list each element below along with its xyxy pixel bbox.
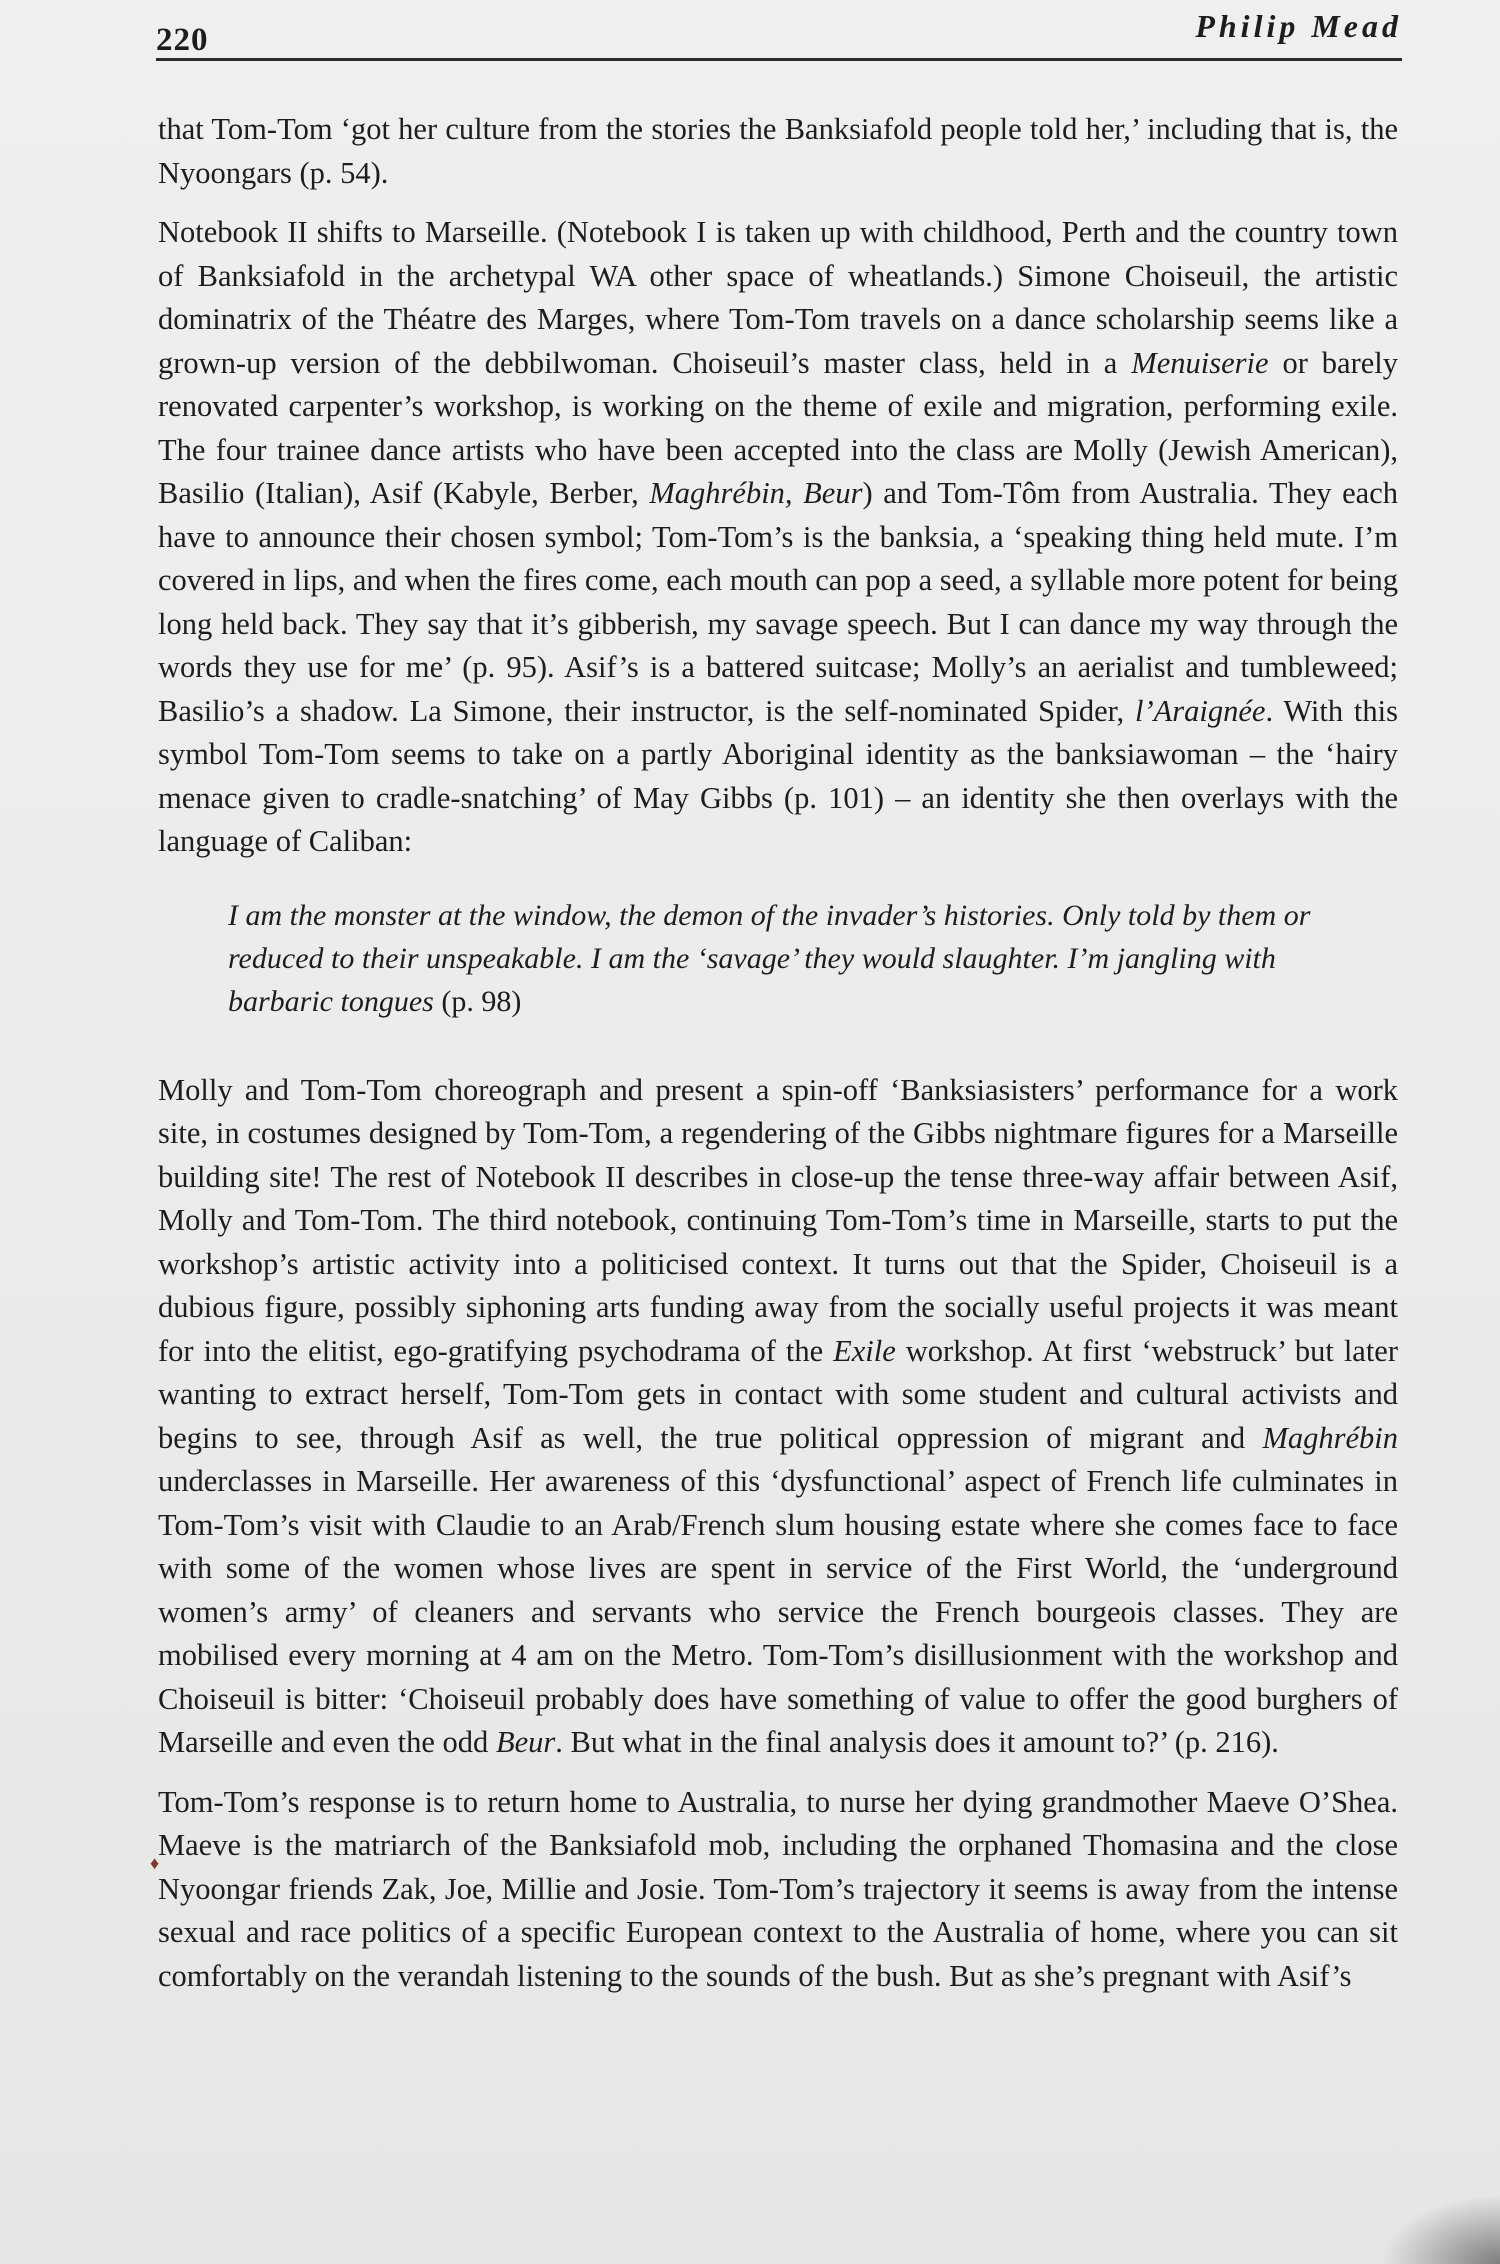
- italic-term: Exile: [833, 1333, 896, 1368]
- paragraph-3: Molly and Tom-Tom choreograph and present a spin-off ‘Banksiasisters’ performance for a work site, in costumes designed by Tom-Tom, a regendering of the Gibbs nightmare figures for a Marseille building site! The rest of Notebook II describes in close-up the tense three-way affair between Asif, Molly and Tom-Tom. The third notebook, continuing Tom-Tom’s time in Marseille, starts to put the workshop’s artistic activity into a politicised context. It turns out that the Spider, Choiseuil is a dubious figure, possibly siphoning arts funding away from the socially useful projects it was meant for into the elitist, ego-gratifying psychodrama of the Exile workshop. At first ‘webstruck’ but later wanting to extract herself, Tom-Tom gets in contact with some student and cultural activists and begins to see, through Asif as well, the true political oppression of migrant and Maghrébin underclasses in Marseille. Her awareness of this ‘dysfunctional’ aspect of French life culminates in Tom-Tom’s visit with Claudie to an Arab/French slum housing estate where she comes face to face with some of the women whose lives are spent in service of the First World, the ‘underground women’s army’ of cleaners and servants who service the French bourgeois classes. They are mobilised every morning at 4 am on the Metro. Tom-Tom’s disillusionment with the workshop and Choiseuil is bitter: ‘Choiseuil probably does have something of value to offer the good burghers of Marseille and even the odd Beur. But what in the final analysis does it amount to?’ (p. 216).: [158, 1072, 1399, 1759]
- quotation-citation: (p. 98): [433, 984, 522, 1018]
- paragraph-4: Tom-Tom’s response is to return home to Australia, to nurse her dying grandmother Maeve O’Shea. Maeve is the matriarch of the Banksiafold mob, including the orphaned Thomasina and the close Nyoongar friends Zak, Joe, Millie and Josie. Tom-Tom’s trajectory it seems is away from the intense sexual and race politics of a specific European context to the Australia of home, where you can sit comfortably on the verandah listening to the sounds of the bush. But as she’s pregnant with Asif’s: [158, 1784, 1398, 1993]
- corner-shadow: [1380, 2194, 1500, 2264]
- paragraph-2: Notebook II shifts to Marseille. (Notebook I is taken up with childhood, Perth and the country town of Banksiafold in the archetypal WA other space of wheatlands.) Simone Choiseuil, the artistic dominatrix of the Théatre des Marges, where Tom-Tom travels on a dance scholarship seems like a grown-up version of the debbilwoman. Choiseuil’s master class, held in a Menuiserie or barely renovated carpenter’s workshop, is working on the theme of exile and migration, performing exile. The four trainee dance artists who have been accepted into the class are Molly (Jewish American), Basilio (Italian), Asif (Kabyle, Berber, Maghrébin, Beur) and Tom-Tôm from Australia. They each have to announce their chosen symbol; Tom-Tom’s is the banksia, a ‘speaking thing held mute. I’m covered in lips, and when the fires come, each mouth can pop a seed, a syllable more potent for being long held back. They say that it’s gibberish, my savage speech. But I can dance my way through the words they use for me’ (p. 95). Asif’s is a battered suitcase; Molly’s an aerialist and tumbleweed; Basilio’s a shadow. La Simone, their instructor, is the self-nominated Spider, l’Araignée. With this symbol Tom-Tom seems to take on a partly Aboriginal identity as the banksiawoman – the ‘hairy menace given to cradle-snatching’ of May Gibbs (p. 101) – an identity she then overlays with the language of Caliban:: [158, 215, 1398, 858]
- body-text: [158, 108, 1398, 2014]
- block-quotation: [228, 894, 1378, 1023]
- running-head-author: Philip Mead: [1195, 8, 1402, 44]
- italic-term: Maghrébin: [1262, 1420, 1398, 1455]
- margin-mark-icon: ♦: [150, 1853, 160, 1873]
- page-header: [156, 8, 1402, 58]
- italic-term: Menuiserie: [1131, 345, 1269, 380]
- page-number: 220: [156, 22, 209, 58]
- italic-term: Beur: [495, 1725, 556, 1759]
- italic-term: Maghrébin, Beur: [649, 476, 863, 510]
- paragraph-1: that Tom-Tom ‘got her culture from the stories the Banksiafold people told her,’ including that is, the Nyoongars (p. 54).: [158, 112, 1398, 190]
- quotation-text: I am the monster at the window, the demon of the invader’s histories. Only told by them or reduced to their unspeakable. I am the ‘savage’ they would slaughter. I’m jangling with barbaric tongues: [228, 898, 1311, 1018]
- header-rule: [156, 58, 1402, 61]
- italic-term: l’Araignée: [1135, 693, 1266, 728]
